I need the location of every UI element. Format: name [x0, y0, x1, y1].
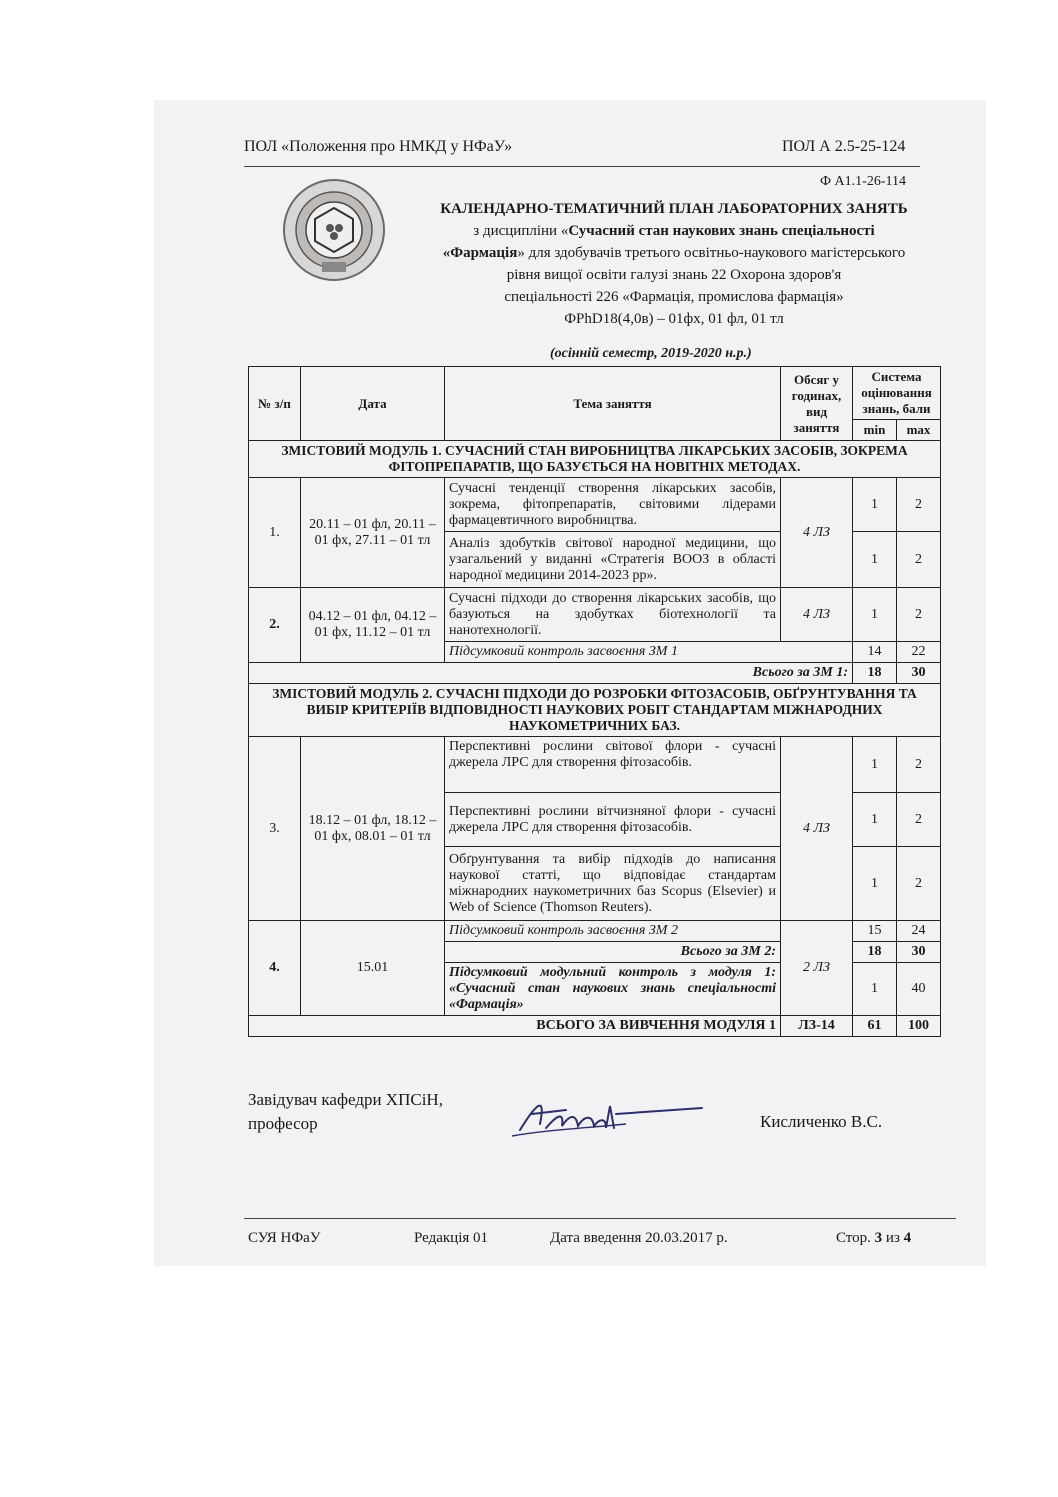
footer-page-total: 4	[903, 1230, 912, 1246]
semester-label: (осінній семестр, 2019-2020 н.р.)	[550, 346, 752, 361]
header-min: min	[853, 420, 897, 441]
module-2-total-min: 18	[853, 942, 897, 963]
row-1-hours: 4 ЛЗ	[781, 478, 853, 588]
footer-edition: Редакція 01	[414, 1230, 489, 1246]
signatory-position-line-1: Завідувач кафедри ХПСіН,	[248, 1090, 443, 1109]
row-3-date: 18.12 – 01 фл, 18.12 – 01 фх, 08.01 – 01 тл	[301, 737, 445, 921]
signatory-name: Кисличенко В.С.	[760, 1112, 883, 1131]
row-1-topic-1-max: 2	[897, 478, 941, 532]
row-3-topic-2-min: 1	[853, 793, 897, 847]
row-4-number: 4.	[249, 921, 301, 1016]
footer-page-of: из	[885, 1230, 900, 1246]
module-2-total-max: 30	[897, 942, 941, 963]
row-2-max: 2	[897, 588, 941, 642]
footer-organization: СУЯ НФаУ	[248, 1230, 321, 1246]
module-2-control-min: 15	[853, 921, 897, 942]
discipline-line-2	[414, 242, 934, 264]
specialty: спеціальності 226 «Фармація, промислова фармація»	[504, 289, 844, 305]
row-2-hours: 4 ЛЗ	[781, 588, 853, 642]
university-seal-icon	[282, 178, 386, 282]
module-1-control-max: 22	[897, 642, 941, 663]
discipline-line-1	[414, 220, 934, 242]
footer-divider	[244, 1218, 956, 1219]
final-module-control: Підсумковий модульний контроль з модуля 1: «Сучасний стан наукових знань спеціальності «Фармація»	[445, 963, 781, 1016]
footer-effective-date: Дата введення 20.03.2017 р.	[550, 1230, 728, 1246]
module-1-total-min: 18	[853, 663, 897, 684]
row-1-topic-1-min: 1	[853, 478, 897, 532]
module-2-heading: ЗМІСТОВИЙ МОДУЛЬ 2. СУЧАСНІ ПІДХОДИ ДО РОЗРОБКИ ФІТОЗАСОБІВ, ОБҐРУНТУВАННЯ ТА ВИБІР КРИТЕРІЇВ ВІДПОВІДНОСТІ НАУКОВИХ РОБІТ СТАНДАРТАМ МІЖНАРОДНИХ НАУКОМЕТРИЧНИХ БАЗ.	[249, 684, 941, 737]
plan-title: КАЛЕНДАРНО-ТЕМАТИЧНИЙ ПЛАН ЛАБОРАТОРНИХ ЗАНЯТЬ	[440, 201, 908, 217]
header-hours: Обсяг у годинах, вид заняття	[781, 367, 853, 441]
module-1-heading: ЗМІСТОВИЙ МОДУЛЬ 1. СУЧАСНИЙ СТАН ВИРОБНИЦТВА ЛІКАРСЬКИХ ЗАСОБІВ, ЗОКРЕМА ФІТОПРЕПАРАТІВ, ЩО БАЗУЄТЬСЯ НА НОВІТНІХ МЕТОДАХ.	[249, 441, 941, 478]
row-4-date: 15.01	[301, 921, 445, 1016]
grand-total-min: 61	[853, 1016, 897, 1037]
grand-total-hours: ЛЗ-14	[781, 1016, 853, 1037]
row-3-topic-3-max: 2	[897, 847, 941, 921]
final-module-control-max: 40	[897, 963, 941, 1016]
plan-title-block	[414, 198, 934, 330]
lab-plan-table	[248, 366, 941, 1037]
row-1-topic-2-min: 1	[853, 532, 897, 588]
discipline-prefix: з дисципліни «	[473, 223, 569, 239]
row-1-topic-1: Сучасні тенденції створення лікарських засобів, зокрема, фітопрепаратів, світовими лідерами фармацевтичного виробництва.	[445, 478, 781, 532]
row-3-hours: 4 ЛЗ	[781, 737, 853, 921]
handwritten-signature-icon	[506, 1084, 706, 1148]
row-3-topic-2-max: 2	[897, 793, 941, 847]
header-document-name: ПОЛ «Положення про НМКД у НФаУ»	[244, 138, 513, 155]
footer-page-current: 3	[874, 1230, 883, 1246]
module-1-control-min: 14	[853, 642, 897, 663]
header-document-code: ПОЛ А 2.5-25-124	[782, 138, 906, 155]
module-2-control-max: 24	[897, 921, 941, 942]
module-1-total-label: Всього за ЗМ 1:	[249, 663, 853, 684]
final-module-control-min: 1	[853, 963, 897, 1016]
form-code: Ф А1.1-26-114	[820, 174, 906, 189]
row-1-date: 20.11 – 01 фл, 20.11 – 01 фх, 27.11 – 01 тл	[301, 478, 445, 588]
header-grading-system: Система оцінювання знань, бали	[853, 367, 941, 420]
row-3-topic-1: Перспективні рослини світової флори - сучасні джерела ЛРС для створення фітозасобів.	[445, 737, 781, 793]
row-4-hours: 2 ЛЗ	[781, 921, 853, 1016]
row-2-topic: Сучасні підходи до створення лікарських засобів, що базуються на здобутках біотехнології та нанотехнології.	[445, 588, 781, 642]
group-codes: ФPhD18(4,0в) – 01фх, 01 фл, 01 тл	[564, 311, 784, 327]
header-number: № з/п	[249, 367, 301, 441]
grand-total-max: 100	[897, 1016, 941, 1037]
signatory-position-line-2: професор	[248, 1114, 318, 1133]
row-3-topic-3-min: 1	[853, 847, 897, 921]
module-2-control: Підсумковий контроль засвоєння ЗМ 2	[445, 921, 781, 942]
row-1-number: 1.	[249, 478, 301, 588]
discipline-name-part-2: «Фармація	[442, 245, 518, 261]
header-divider	[244, 166, 920, 167]
audience-text: » для здобувачів третього освітньо-наукового магістерського	[517, 245, 906, 261]
footer-page-number	[836, 1230, 911, 1247]
row-3-number: 3.	[249, 737, 301, 921]
row-1-topic-2: Аналіз здобутків світової народної медицини, що узагальений у виданні «Стратегія ВООЗ в області народної медицини 2014-2023 рр».	[445, 532, 781, 588]
module-1-control: Підсумковий контроль засвоєння ЗМ 1	[445, 642, 853, 663]
row-3-topic-1-min: 1	[853, 737, 897, 793]
footer-page-prefix: Стор.	[836, 1230, 871, 1246]
row-3-topic-2: Перспективні рослини вітчизняної флори - сучасні джерела ЛРС для створення фітозасобів.	[445, 793, 781, 847]
row-2-number: 2.	[249, 588, 301, 663]
row-2-date: 04.12 – 01 фл, 04.12 – 01 фх, 11.12 – 01 тл	[301, 588, 445, 663]
header-topic: Тема заняття	[445, 367, 781, 441]
row-3-topic-3: Обґрунтування та вибір підходів до написання наукової статті, що відповідає стандартам міжнародних наукометричних баз Scopus (Elsevier) и Web of Science (Thomson Reuters).	[445, 847, 781, 921]
row-2-min: 1	[853, 588, 897, 642]
grand-total-label: ВСЬОГО ЗА ВИВЧЕННЯ МОДУЛЯ 1	[249, 1016, 781, 1037]
signatory-position	[248, 1088, 443, 1136]
discipline-name-part-1: Сучасний стан наукових знань спеціальності	[568, 223, 875, 239]
header-date: Дата	[301, 367, 445, 441]
module-1-total-max: 30	[897, 663, 941, 684]
row-3-topic-1-max: 2	[897, 737, 941, 793]
header-max: max	[897, 420, 941, 441]
row-1-topic-2-max: 2	[897, 532, 941, 588]
module-2-total-label: Всього за ЗМ 2:	[445, 942, 781, 963]
field-of-knowledge: рівня вищої освіти галузі знань 22 Охорона здоров'я	[506, 267, 842, 283]
